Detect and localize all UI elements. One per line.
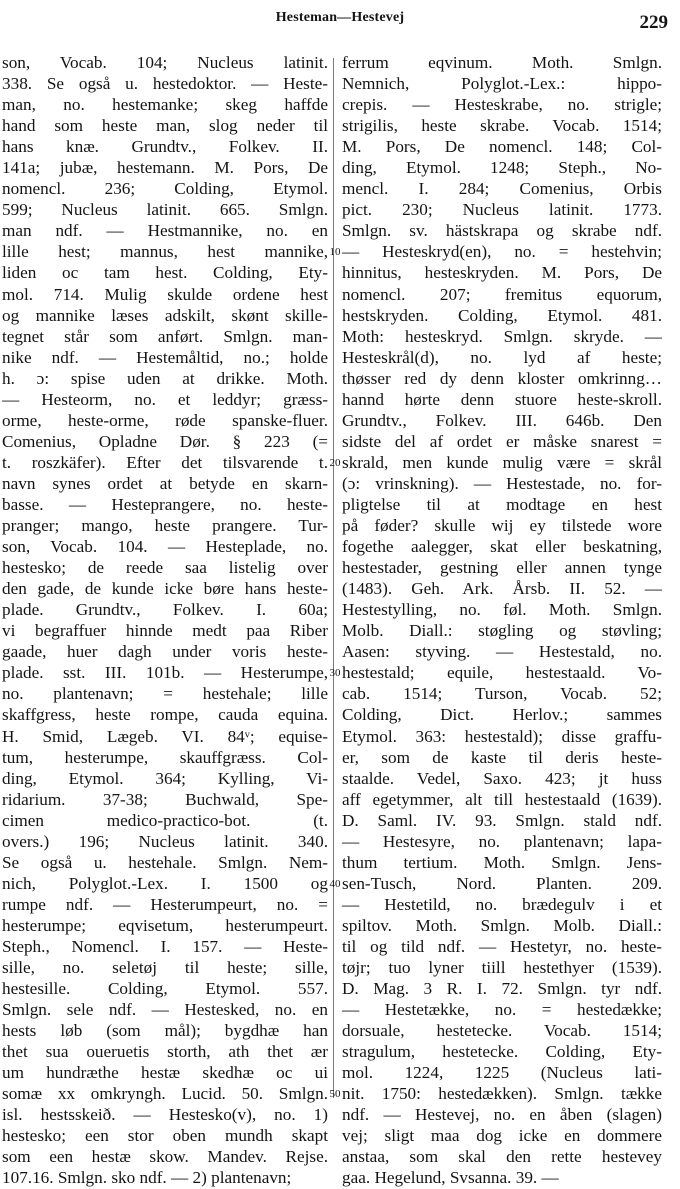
text-line: isl. hestsskeið. — Hestesko(v), no. 1)	[2, 1105, 328, 1125]
text-line: 338. Se også u. hestedoktor. — Heste-	[2, 74, 328, 94]
text-line: ridarium. 37-38; Buchwald, Spe-	[2, 789, 328, 809]
text-line: nomencl. 236; Colding, Etymol.	[2, 179, 328, 199]
text-line: nit. 1750: hestedækken). Smlgn. tække	[342, 1084, 662, 1104]
text-line: — Hesteorm, no. et leddyr; græss-	[2, 389, 328, 409]
line-number: 50	[329, 1088, 341, 1101]
text-line: liden oc tam hest. Colding, Ety-	[2, 263, 328, 283]
text-line: ding, Etymol. 1248; Steph., No-	[342, 158, 662, 178]
text-line: cab. 1514; Turson, Vocab. 52;	[342, 684, 662, 704]
text-line: mol. 1224, 1225 (Nucleus lati-	[342, 1063, 662, 1083]
text-line: um hundræthe hestæ skedhæ oc ui	[2, 1063, 328, 1083]
line-number: 30	[329, 667, 341, 680]
text-line: Colding, Dict. Herlov.; sammes	[342, 705, 662, 725]
text-line: D. Saml. IV. 93. Smlgn. stald ndf.	[342, 810, 662, 830]
text-line: Steph., Nomencl. I. 157. — Heste-	[2, 936, 328, 956]
text-line: 107.16. Smlgn. sko ndf. — 2) plantenavn;	[2, 1168, 292, 1188]
text-line: rumpe ndf. — Hesterumpeurt, no. =	[2, 894, 328, 914]
text-line: — Hestetild, no. brædegulv i et	[342, 894, 662, 914]
text-line: hestesko; een stor oben mundh skapt	[2, 1126, 328, 1146]
text-line: — Hesteskryd(en), no. = hestehvin;	[342, 242, 662, 262]
text-line: hand som heste man, slog neder til	[2, 116, 328, 136]
text-line: hesterumpe; eqvisetum, hesterumpeurt.	[2, 915, 328, 935]
text-line: skaffgress, heste rompe, cauda equina.	[2, 705, 328, 725]
text-line: pict. 230; Nucleus latinit. 1773.	[342, 200, 662, 220]
column-divider	[333, 58, 334, 1098]
text-line: H. Smid, Lægeb. VI. 84ᵛ; equise-	[2, 726, 328, 746]
text-line: crepis. — Hesteskrabe, no. strigle;	[342, 95, 662, 115]
text-line: nomencl. 207; fremitus equorum,	[342, 284, 662, 304]
text-line: no. plantenavn; = hestehale; lille	[2, 684, 328, 704]
text-line: og mannike læses adskilt, skønt skille-	[2, 305, 328, 325]
text-line: M. Pors, De nomencl. 148; Col-	[342, 137, 662, 157]
line-number: 20	[329, 456, 341, 469]
text-line: man ndf. — Hestmannike, no. en	[2, 221, 328, 241]
text-line: er, som de kaste til deris heste-	[342, 747, 662, 767]
text-line: (ɔ: vrinskning). — Hestestade, no. for-	[342, 473, 662, 493]
line-number: 40	[329, 877, 341, 890]
text-line: sidste del af ordet er måske snarest =	[342, 431, 662, 451]
text-line: hans knæ. Grundtv., Folkev. II.	[2, 137, 328, 157]
text-line: Etymol. 363: hestestald); disse graffu-	[342, 726, 662, 746]
text-line: plade. sst. III. 101b. — Hesterumpe,	[2, 663, 328, 683]
text-line: mol. 714. Mulig skulde ordene hest	[2, 284, 328, 304]
text-line: navn synes ordet at betyde en skarn-	[2, 473, 328, 493]
text-line: (1483). Geh. Ark. Årsb. II. 52. —	[342, 579, 662, 599]
text-line: dorsuale, hestetecke. Vocab. 1514;	[342, 1021, 662, 1041]
text-line: pligtelse til at modtage en hest	[342, 494, 662, 514]
text-line: basse. — Hesteprangere, no. heste-	[2, 494, 328, 514]
text-line: somæ xx omkryngh. Lucid. 50. Smlgn.	[2, 1084, 328, 1104]
text-line: hinnitus, hesteskryden. M. Pors, De	[342, 263, 662, 283]
text-line: på føder? skulle wij ey tilstede wore	[342, 516, 662, 536]
text-line: Moth: hesteskryd. Smlgn. skryde. —	[342, 326, 662, 346]
text-line: staalde. Vedel, Saxo. 423; jt huss	[342, 768, 662, 788]
text-line: som een hestæ skow. Mandev. Rejse.	[2, 1147, 328, 1167]
text-line: sille, no. seletøj til heste; sille,	[2, 958, 328, 978]
text-line: hests løb (som mål); bygdhæ han	[2, 1021, 328, 1041]
text-line: thum tertium. Moth. Smlgn. Jens-	[342, 852, 662, 872]
text-line: strigilis, heste skrabe. Vocab. 1514;	[342, 116, 662, 136]
text-line: sen-Tusch, Nord. Planten. 209.	[342, 873, 662, 893]
text-line: son, Vocab. 104. — Hesteplade, no.	[2, 537, 328, 557]
text-line: h. ɔ: spise uden at drikke. Moth.	[2, 368, 328, 388]
text-line: man, no. hestemanke; skeg haffde	[2, 95, 328, 115]
text-line: son, Vocab. 104; Nucleus latinit.	[2, 53, 328, 72]
text-line: tøjr; tuo lyner tiill hestethyer (1539).	[342, 958, 662, 978]
text-line: til og tild ndf. — Hestetyr, no. heste-	[342, 936, 662, 956]
text-line: Hestestylling, no. føl. Moth. Smlgn.	[342, 600, 662, 620]
text-line: Se også u. hestehale. Smlgn. Nem-	[2, 852, 328, 872]
text-line: Aasen: styving. — Hestestald, no.	[342, 642, 662, 662]
text-line: den gade, de kunde icke børe hans heste-	[2, 579, 328, 599]
text-line: hestskryden. Colding, Etymol. 481.	[342, 305, 662, 325]
text-line: ferrum eqvinum. Moth. Smlgn.	[342, 53, 662, 72]
text-line: hestestald; equile, hestestaald. Vo-	[342, 663, 662, 683]
text-line: spiltov. Moth. Smlgn. Molb. Diall.:	[342, 915, 662, 935]
text-line: D. Mag. 3 R. I. 72. Smlgn. tyr ndf.	[342, 979, 662, 999]
text-line: skrald, men kunde mulig være = skrål	[342, 452, 662, 472]
text-line: hestesko; de reede saa listelig over	[2, 558, 328, 578]
page-number: 229	[639, 12, 668, 33]
text-line: gaa. Hegelund, Svsanna. 39. —	[342, 1168, 559, 1188]
text-line: stragulum, hestetecke. Colding, Ety-	[342, 1042, 662, 1062]
text-line: Smlgn. sv. hästskrapa og skrabe ndf.	[342, 221, 662, 241]
text-line: Smlgn. sele ndf. — Hestesked, no. en	[2, 1000, 328, 1020]
text-line: hestesille. Colding, Etymol. 557.	[2, 979, 328, 999]
text-line: hannd hørte denn stuore heste-skroll.	[342, 389, 662, 409]
text-line: gaade, huer dagh under voris heste-	[2, 642, 328, 662]
text-line: ndf. — Hestevej, no. en åben (slagen)	[342, 1105, 662, 1125]
text-line: Comenius, Opladne Dør. § 223 (=	[2, 431, 328, 451]
text-line: tum, hesterumpe, skauffgræss. Col-	[2, 747, 328, 767]
text-line: fogethe aalegger, skat eller beskatning,	[342, 537, 662, 557]
text-line: cimen medico-practico-bot. (t.	[2, 810, 328, 830]
text-line: aff egetymmer, alt till hestestaald (1639).	[342, 789, 662, 809]
text-line: — Hestesyre, no. plantenavn; lapa-	[342, 831, 662, 851]
text-line: 141a; jubæ, hestemann. M. Pors, De	[2, 158, 328, 178]
text-line: vi begraffuer hinnde medt paa Riber	[2, 621, 328, 641]
text-line: mencl. I. 284; Comenius, Orbis	[342, 179, 662, 199]
text-line: lille hest; mannus, hest mannike,	[2, 242, 328, 262]
running-header	[0, 0, 680, 40]
text-line: thøsser red dy denn kloster omkrinng…	[342, 368, 662, 388]
text-line: plade. Grundtv., Folkev. I. 60a;	[2, 600, 328, 620]
text-line: — Hestetække, no. = hestedække;	[342, 1000, 662, 1020]
text-line: thet sua oueruetis storth, ath thet ær	[2, 1042, 328, 1062]
text-line: orme, heste-orme, røde spanske-fluer.	[2, 410, 328, 430]
line-number: 10	[329, 246, 341, 259]
left-column	[2, 52, 328, 1188]
text-line: Nemnich, Polyglot.-Lex.: hippo-	[342, 74, 662, 94]
text-line: Grundtv., Folkev. III. 646b. Den	[342, 410, 662, 430]
text-line: nich, Polyglot.-Lex. I. 1500 og	[2, 873, 328, 893]
text-line: vej; sligt maa dog icke en dommere	[342, 1126, 662, 1146]
text-line: overs.) 196; Nucleus latinit. 340.	[2, 831, 328, 851]
right-column	[342, 52, 662, 1188]
text-line: t. roszkäfer). Efter det tilsvarende t.	[2, 452, 328, 472]
text-line: pranger; mango, heste prangere. Tur-	[2, 516, 328, 536]
text-line: tegnet står som anført. Smlgn. man-	[2, 326, 328, 346]
text-line: hestestader, gestning eller annen tynge	[342, 558, 662, 578]
text-line: 599; Nucleus latinit. 665. Smlgn.	[2, 200, 328, 220]
text-line: anstaa, som skal den rette hestevey	[342, 1147, 662, 1167]
text-line: nike ndf. — Hestemåltid, no.; holde	[2, 347, 328, 367]
page-title: Hesteman—Hestevej	[275, 10, 405, 25]
text-line: ding, Etymol. 364; Kylling, Vi-	[2, 768, 328, 788]
text-line: Molb. Diall.: støgling og støvling;	[342, 621, 662, 641]
text-line: Hesteskrål(d), no. lyd af heste;	[342, 347, 662, 367]
